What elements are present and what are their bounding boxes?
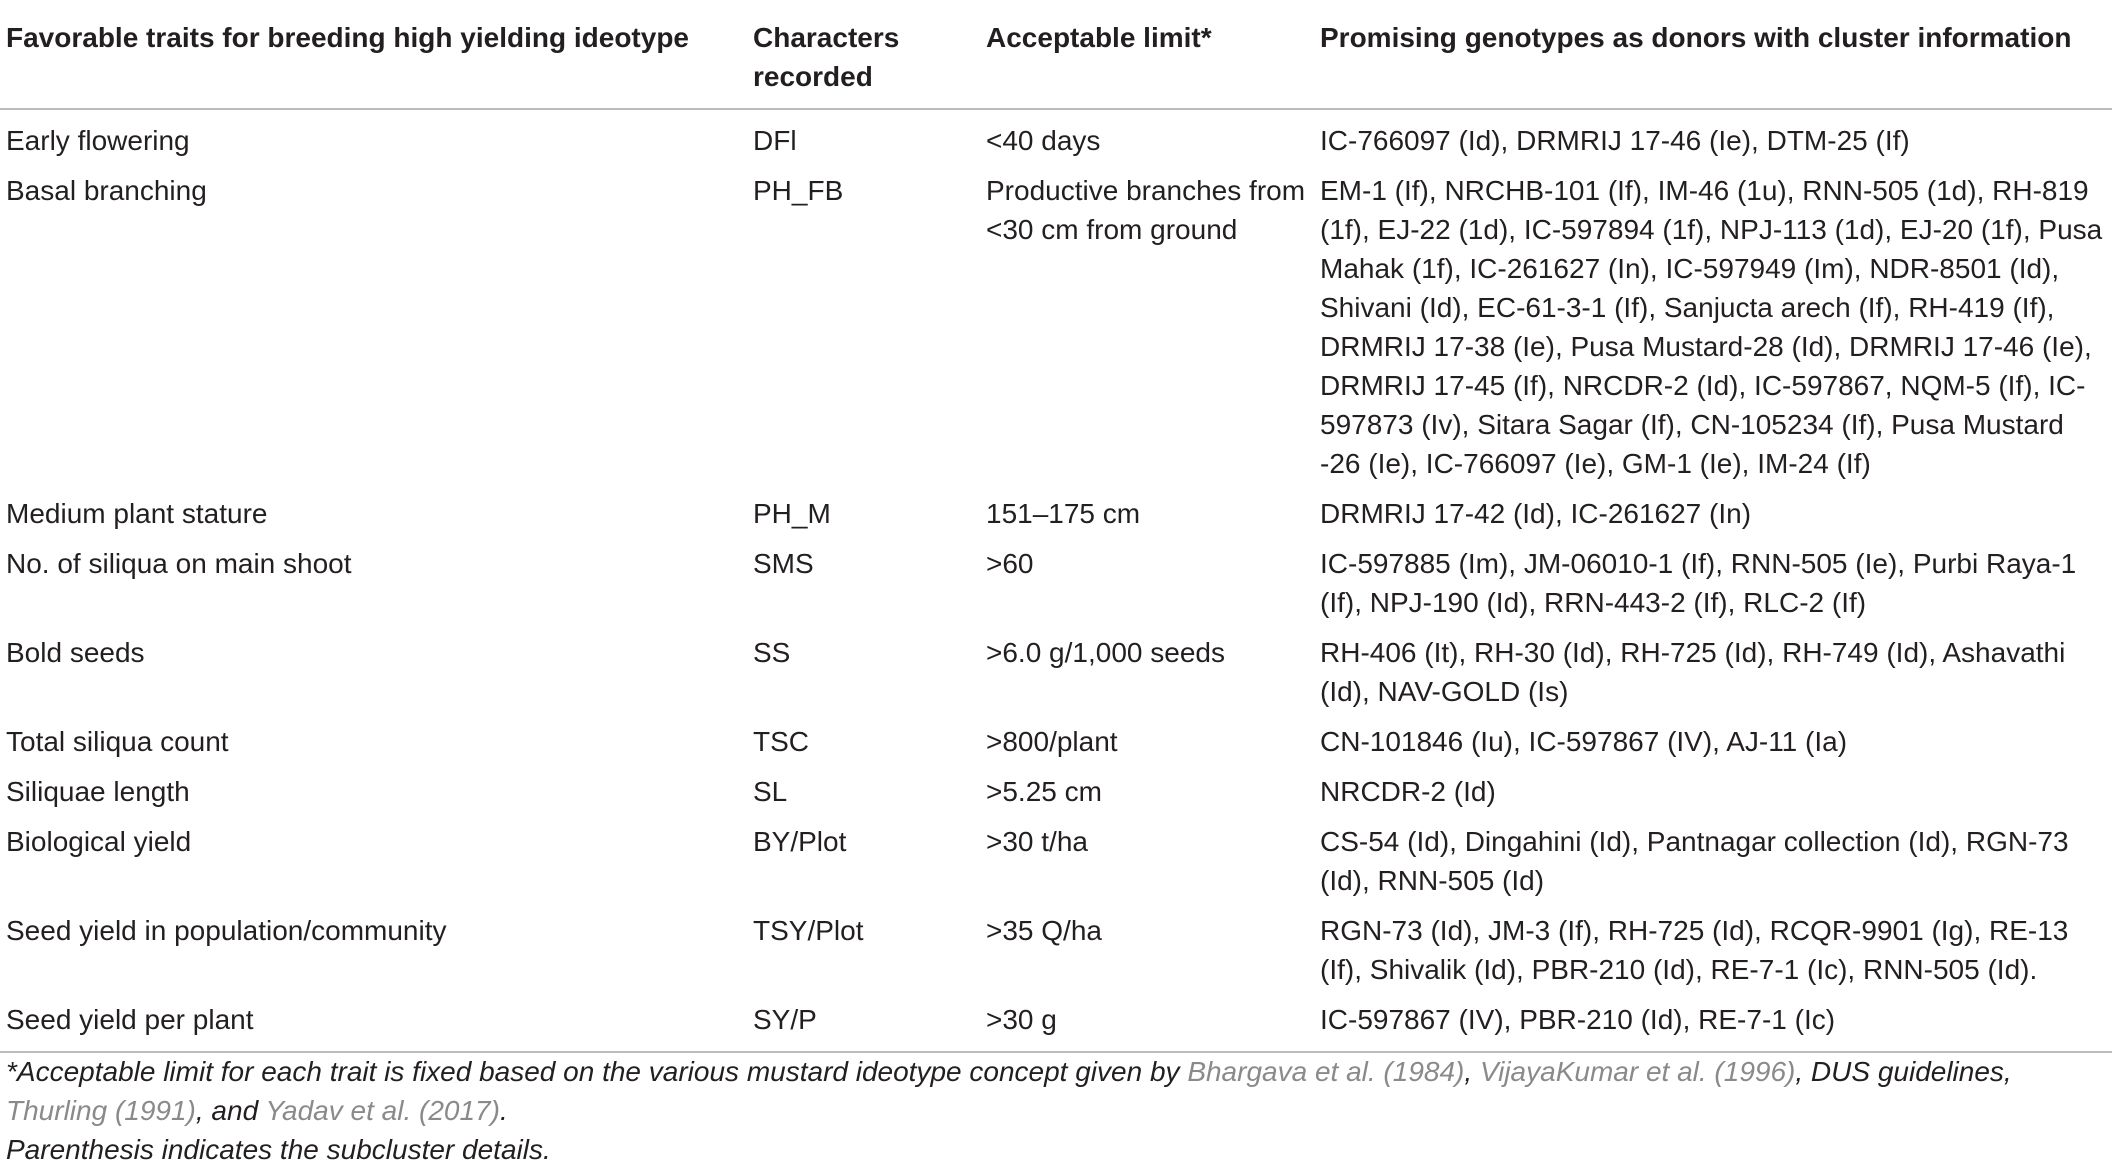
footnote-end: .	[499, 1095, 508, 1126]
cell-limit: >800/plant	[986, 726, 1118, 757]
cell-limit: >5.25 cm	[986, 776, 1102, 807]
cell-trait: Bold seeds	[6, 637, 145, 668]
table-header	[0, 10, 2112, 109]
table-body	[0, 109, 2112, 1052]
cell-limit: >35 Q/ha	[986, 915, 1102, 946]
cell-character: SY/P	[747, 993, 980, 1052]
cell-limit: 151–175 cm	[986, 498, 1141, 529]
table-row	[0, 904, 2112, 993]
ideotype-table	[0, 10, 2112, 1053]
cell-genotypes: RGN-73 (Id), JM-3 (If), RH-725 (Id), RCQR-9901 (Ig), RE-13 (If), Shivalik (Id), PBR-210 (Id), RE-7-1 (Ic), RNN-505 (Id).	[1320, 915, 2069, 985]
cell-character: TSY/Plot	[753, 915, 864, 946]
cell-genotypes: CS-54 (Id), Dingahini (Id), Pantnagar collection (Id), RGN-73 (Id), RNN-505 (Id)	[1320, 826, 2069, 896]
cell-genotypes: IC-766097 (Id), DRMRIJ 17-46 (Ie), DTM-25 (If)	[1320, 125, 1910, 156]
footnote-acceptable-limit	[6, 1052, 2112, 1130]
cell-genotypes: IC-597867 (IV), PBR-210 (Id), RE-7-1 (Ic)	[1314, 993, 2112, 1052]
cell-trait: Seed yield in population/community	[6, 915, 447, 946]
cell-trait: Siliquae length	[6, 776, 190, 807]
cell-trait: Early flowering	[6, 125, 190, 156]
header-promising-genotypes: Promising genotypes as donors with cluster information	[1314, 10, 2112, 109]
cell-trait: Medium plant stature	[6, 498, 268, 529]
cell-limit: Productive branches from <30 cm from ground	[986, 175, 1306, 245]
cell-trait: Total siliqua count	[6, 726, 229, 757]
cell-genotypes: IC-597885 (Im), JM-06010-1 (If), RNN-505 (Ie), Purbi Raya-1 (If), NPJ-190 (Id), RRN-443-2 (If), RLC-2 (If)	[1320, 548, 2077, 618]
reference-link-bhargava[interactable]: Bhargava et al. (1984)	[1187, 1056, 1465, 1087]
header-acceptable-limit: Acceptable limit*	[980, 10, 1314, 109]
cell-trait: Biological yield	[6, 826, 192, 857]
cell-genotypes: DRMRIJ 17-42 (Id), IC-261627 (In)	[1320, 498, 1752, 529]
cell-trait: No. of siliqua on main shoot	[6, 548, 352, 579]
footnote-text: *Acceptable limit for each trait is fixed based on the various mustard ideotype concept given by	[6, 1056, 1188, 1087]
reference-link-vijayakumar[interactable]: VijayaKumar et al. (1996)	[1479, 1056, 1796, 1087]
cell-limit: <40 days	[986, 125, 1101, 156]
cell-character: SMS	[753, 548, 814, 579]
table-row	[0, 815, 2112, 904]
cell-limit: >6.0 g/1,000 seeds	[986, 637, 1225, 668]
cell-limit: >30 g	[980, 993, 1314, 1052]
footnote-separator: , and	[195, 1095, 266, 1126]
table-row	[0, 715, 2112, 765]
table-row	[0, 164, 2112, 487]
reference-link-thurling[interactable]: Thurling (1991)	[6, 1095, 196, 1126]
cell-genotypes: RH-406 (It), RH-30 (Id), RH-725 (Id), RH-749 (Id), Ashavathi (Id), NAV-GOLD (Is)	[1320, 637, 2066, 707]
footnote-separator: , DUS guidelines,	[1795, 1056, 2012, 1087]
header-row	[0, 10, 2112, 109]
cell-genotypes: CN-101846 (Iu), IC-597867 (IV), AJ-11 (Ia)	[1320, 726, 1848, 757]
table-row	[0, 765, 2112, 815]
cell-limit: >30 t/ha	[986, 826, 1088, 857]
cell-character: PH_M	[753, 498, 831, 529]
table-row	[0, 537, 2112, 626]
cell-trait: Seed yield per plant	[0, 993, 747, 1052]
header-favorable-traits: Favorable traits for breeding high yielding ideotype	[0, 10, 747, 109]
reference-link-yadav[interactable]: Yadav et al. (2017)	[265, 1095, 500, 1126]
cell-character: DFl	[753, 125, 797, 156]
table-row	[0, 487, 2112, 537]
cell-genotypes: NRCDR-2 (Id)	[1320, 776, 1496, 807]
cell-character: SL	[753, 776, 788, 807]
footnote-parenthesis: Parenthesis indicates the subcluster details.	[6, 1134, 551, 1165]
cell-trait: Basal branching	[6, 175, 207, 206]
table-row	[0, 626, 2112, 715]
footnote-separator: ,	[1464, 1056, 1480, 1087]
table-row	[0, 993, 2112, 1052]
cell-character: PH_FB	[753, 175, 844, 206]
cell-character: BY/Plot	[753, 826, 847, 857]
cell-genotypes: EM-1 (If), NRCHB-101 (If), IM-46 (1u), RNN-505 (1d), RH-819 (1f), EJ-22 (1d), IC-597894 (1f), NPJ-113 (1d), EJ-20 (1f), Pusa Mahak (1f), IC-261627 (In), IC-597949 (Im), NDR-8501 (Id), Shivani (Id), EC-61-3-1 (If), Sanjucta arech (If), RH-419 (If), DRMRIJ 17-38 (Ie), Pusa Mustard-28 (Id), DRMRIJ 17-46 (Ie), DRMRIJ 17-45 (If), NRCDR-2 (Id), IC-597867, NQM-5 (If), IC-597873 (Iv), Sitara Sagar (If), CN-105234 (If), Pusa Mustard -26 (Ie), IC-766097 (Ie), GM-1 (Ie), IM-24 (If)	[1320, 175, 2103, 479]
cell-limit: >60	[986, 548, 1034, 579]
table-row	[0, 109, 2112, 164]
table-footnote	[6, 1052, 2112, 1169]
cell-character: TSC	[753, 726, 809, 757]
cell-character: SS	[753, 637, 791, 668]
header-characters-recorded: Characters recorded	[747, 10, 980, 109]
